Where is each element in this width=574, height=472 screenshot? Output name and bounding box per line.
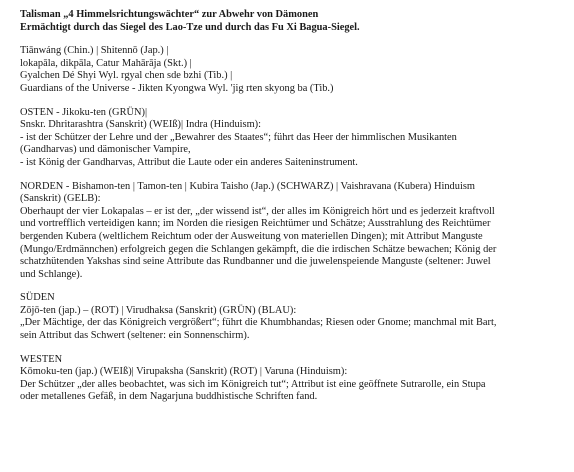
section-line: Oberhaupt der vier Lokapalas – er ist der, „der wissend ist“, der alles im Königreich hört und es jederzeit kraftvoll <box>20 205 495 217</box>
section-line: „Der Mächtige, der das Königreich vergrößert“; führt die Khumbhandas; Riesen oder Gnome; manchmal mit Bart, <box>20 317 497 329</box>
section-line: Kōmoku-ten (jap.) (WEIß)| Virupaksha (Sanskrit) (ROT) | Varuna (Hinduism): <box>20 366 348 378</box>
title-line: Talisman „4 Himmelsrichtungswächter“ zur Abwehr von Dämonen <box>20 9 319 20</box>
section-osten <box>20 107 560 170</box>
section-westen <box>20 354 560 404</box>
names-line: Guardians of the Universe - Jikten Kyongwa Wyl. 'jig rten skyong ba (Tib.) <box>20 82 334 94</box>
section-line: Snskr. Dhritarashtra (Sanskrit) (WEIß)| Indra (Hinduism): <box>20 119 262 131</box>
section-line: oder metallenes Gefäß, in dem Nagarjuna buddhistische Schriften fand. <box>20 391 318 403</box>
section-line: schatzhütenden Yakshas sind seine Attribute das Rundbanner und die juwelenspeiende Manguste (seltener: Juwel <box>20 256 491 268</box>
section-line: (Mungo/Erdmännchen) erfolgreich gegen die Schlangen gekämpft, die die irdischen Schätze bewachen; König der <box>20 243 497 255</box>
section-line: (Sanskrit) (GELB): <box>20 193 101 205</box>
section-line: bergenden Kubera (weltlichem Reichtum oder der Ausweitung von materiellen Dingen); mit Attribut Manguste <box>20 230 483 242</box>
section-line: (Gandharvas) und dämonischer Vampire, <box>20 144 191 156</box>
section-norden <box>20 181 560 282</box>
document-title <box>20 9 560 34</box>
section-heading: WESTEN <box>20 353 63 365</box>
section-heading: NORDEN - Bishamon-ten | Tamon-ten | Kubira Taisho (Jap.) (SCHWARZ) | Vaishravana (Kubera) Hinduism <box>20 180 475 192</box>
section-line: - ist der Schützer der Lehre und der „Bewahrer des Staates“; führt das Heer der himmlischen Musikanten <box>20 131 457 143</box>
names-line: Tiānwáng (Chin.) | Shitennō (Jap.) | <box>20 45 169 57</box>
section-line: und vortrefflich verteidigen kann; im Norden die riesigen Reichtümer und Schätze; Ausstrahlung des Reichtümer <box>20 218 491 230</box>
section-line: Der Schützer „der alles beobachtet, was sich im Königreich tut“; Attribut ist eine geöffnete Sutrarolle, ein Stupa <box>20 378 486 390</box>
names-block <box>20 45 560 95</box>
section-heading: OSTEN - Jikoku-ten (GRÜN)| <box>20 106 148 118</box>
subtitle-line: Ermächtigt durch das Siegel des Lao-Tze und durch das Fu Xi Bagua-Siegel. <box>20 21 360 33</box>
section-sueden <box>20 292 560 342</box>
names-line: Gyalchen Dé Shyi Wyl. rgyal chen sde bzhi (Tib.) | <box>20 70 233 82</box>
section-line: sein Attribut das Schwert (seltener: ein Sonnenschirm). <box>20 330 250 342</box>
section-heading: SÜDEN <box>20 292 55 304</box>
section-line: - ist König der Gandharvas, Attribut die Laute oder ein anderes Saiteninstrument. <box>20 156 358 168</box>
names-line: lokapāla, dikpāla, Catur Mahārāja (Skt.) | <box>20 57 192 69</box>
section-line: und Schlange). <box>20 268 83 280</box>
section-line: Zōjō-ten (jap.) – (ROT) | Virudhaksa (Sanskrit) (GRÜN) (BLAU): <box>20 304 297 316</box>
